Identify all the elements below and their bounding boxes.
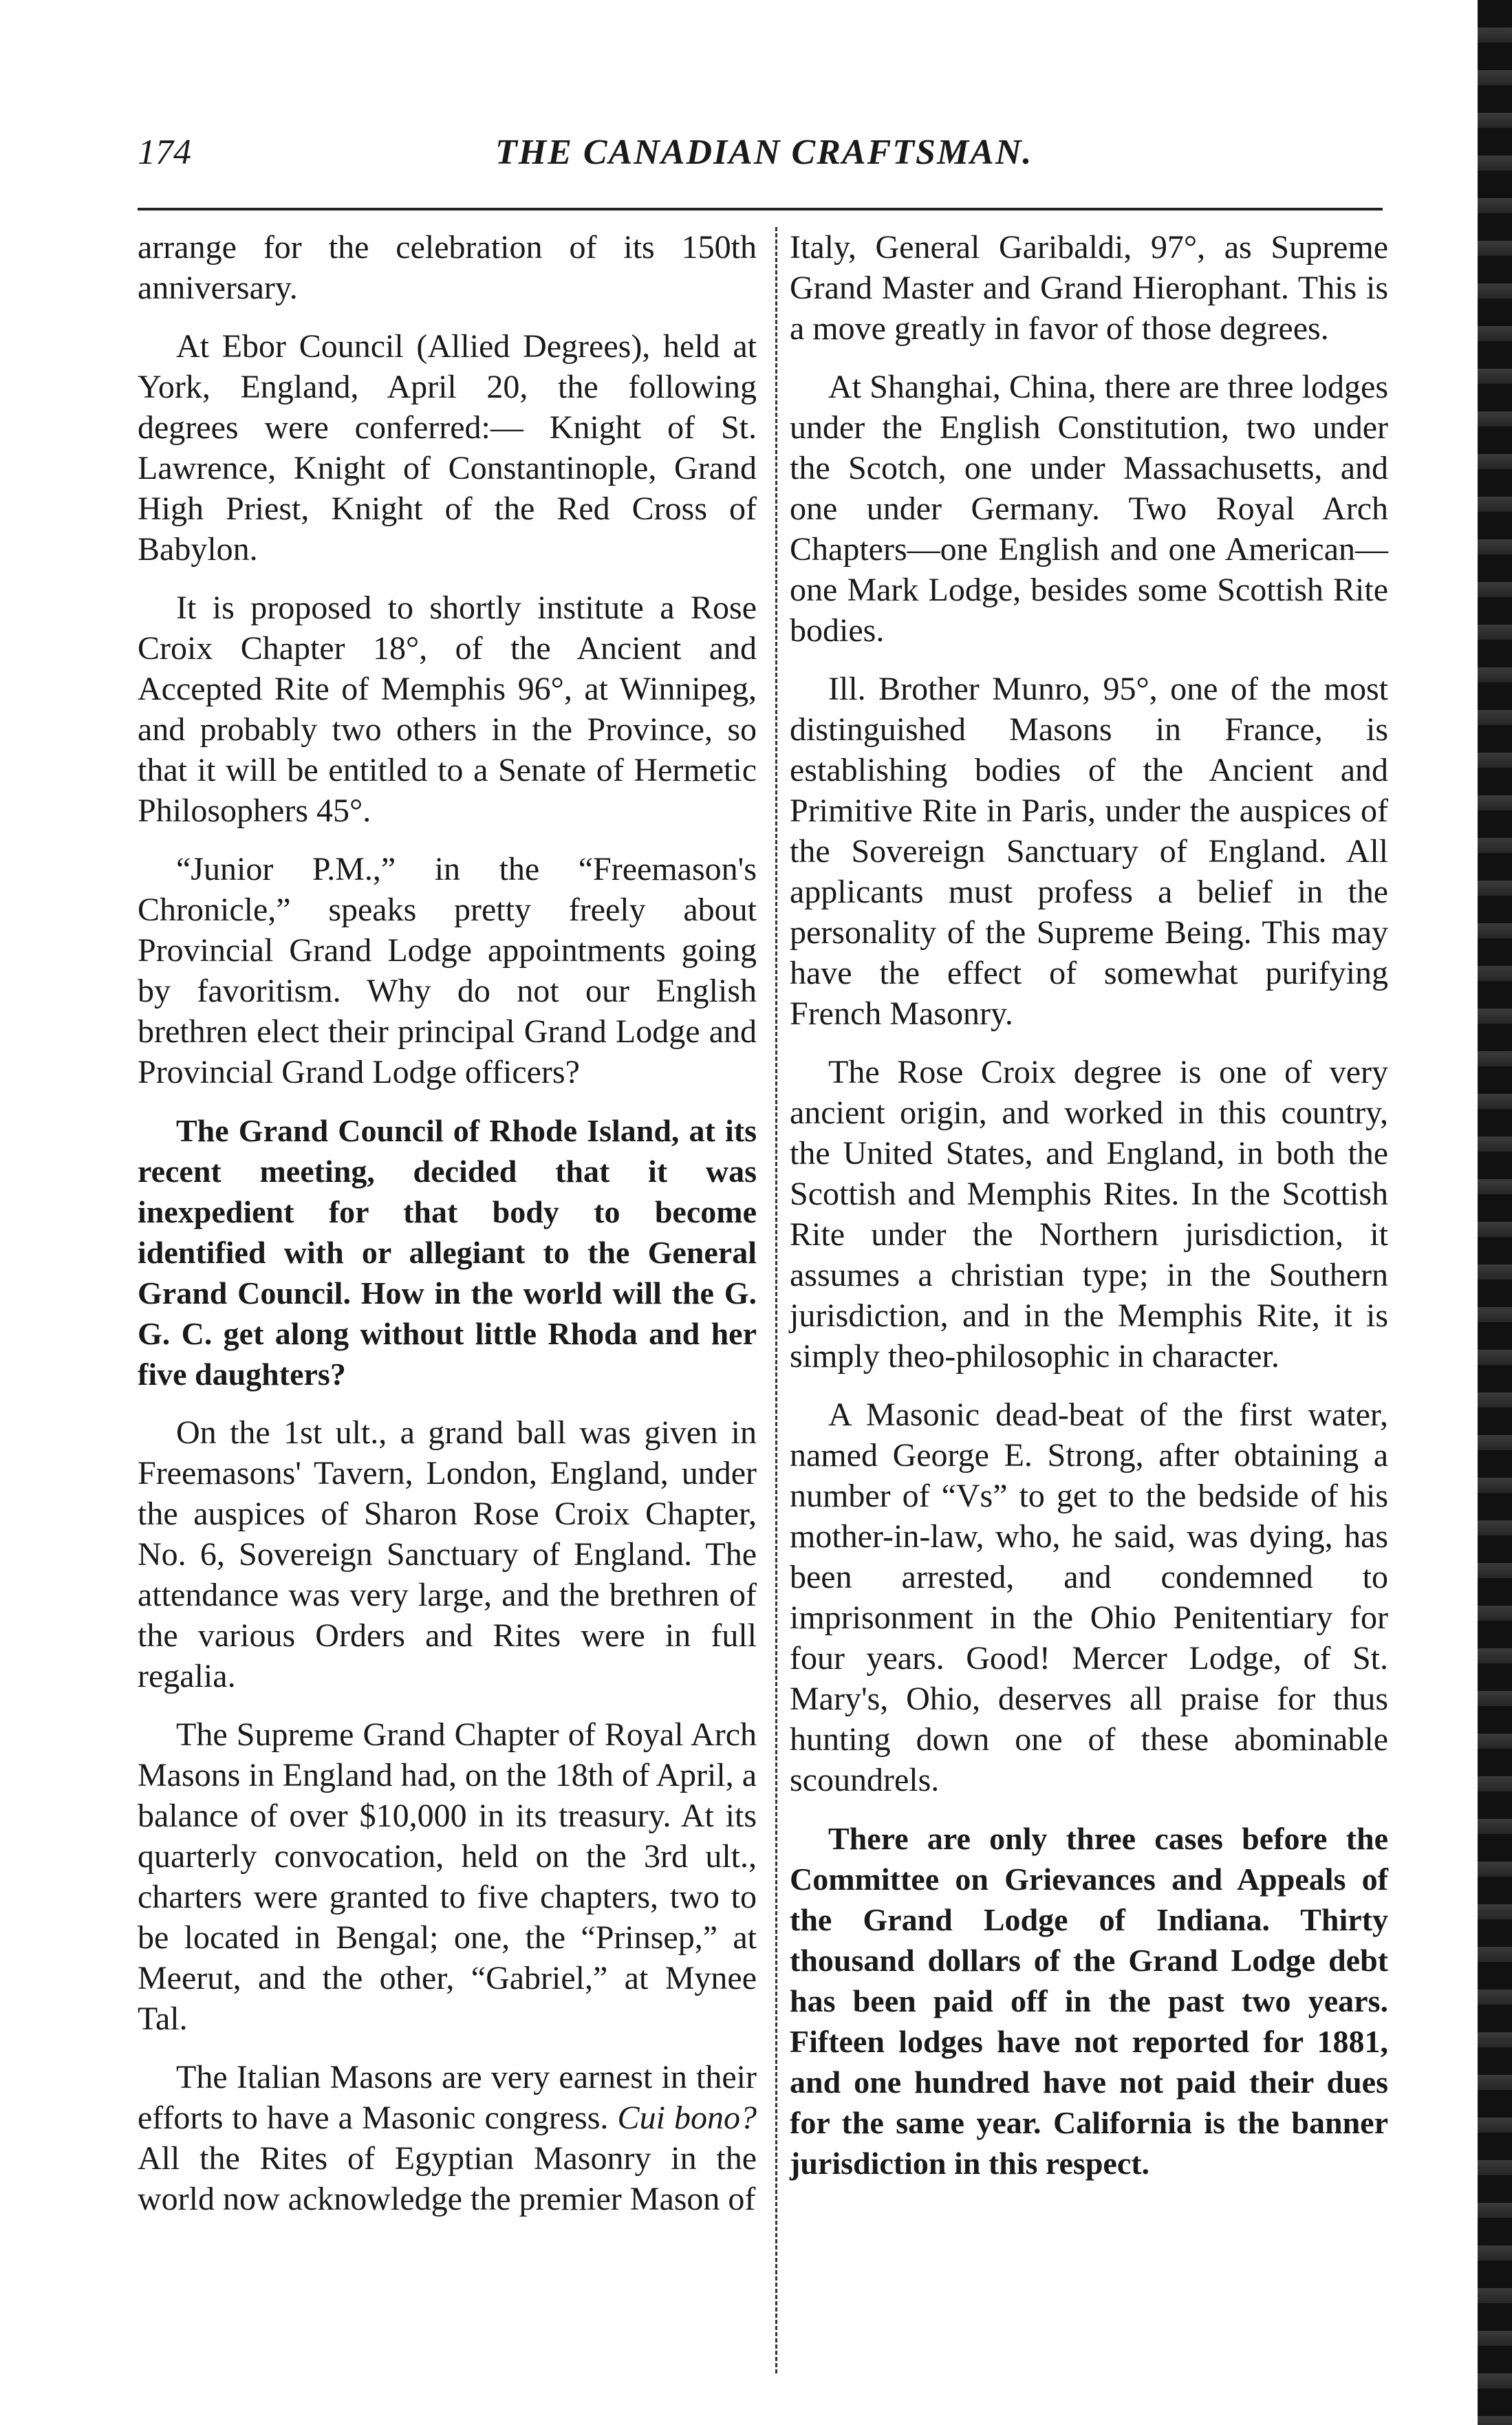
paragraph-dead-beat: A Masonic dead-beat of the first water, named George E. Strong, after obtaining a number of “Vs” to get to the bedside of his mother-in-law, who, he said, was dying, has been arrested, and condemned to imprisonment in the Ohio Penitentiary for four years. Good! Mercer Lodge, of St. Mary's, Ohio, deserves all praise for thus hunting down one of these abominable scoundrels. bbox=[790, 1397, 1388, 1798]
paragraph-garibaldi: Italy, General Garibaldi, 97°, as Supreme Grand Master and Grand Hierophant. This is a move greatly in favor of those degrees. bbox=[790, 229, 1388, 347]
column-divider bbox=[775, 227, 777, 2373]
paragraph-rhode-island: The Grand Council of Rhode Island, at its recent meeting, decided that it was inexpedient for that body to become identified with or allegiant to the General Grand Council. How in the world will the G. G. C. get along without little Rhoda and her five daughters? bbox=[138, 1113, 757, 1392]
italian-text-before: The Italian Masons are very earnest in their efforts to have a Masonic congress. bbox=[138, 2059, 757, 2136]
right-column bbox=[790, 227, 1388, 2184]
page-number: 174 bbox=[138, 133, 191, 172]
paragraph-ebor-council: At Ebor Council (Allied Degrees), held at York, England, April 20, the following degrees were conferred:— Knight of St. Lawrence, Knight of Constantinople, Grand High Priest, Knight of the Red Cross of Babylon. bbox=[138, 328, 757, 568]
left-column bbox=[138, 227, 757, 2219]
running-title: THE CANADIAN CRAFTSMAN. bbox=[495, 133, 1033, 172]
header-rule bbox=[138, 208, 1383, 211]
paragraph-rose-croix-degree: The Rose Croix degree is one of very ancient origin, and worked in this country, the United States, and England, in both the Scottish and Memphis Rites. In the Scottish Rite under the Northern jurisdiction, it assumes a christian type; in the Southern jurisdiction, and in the Memphis Rite, it is simply theo-philosophic in character. bbox=[790, 1054, 1388, 1375]
italian-latin-phrase: Cui bono? bbox=[617, 2100, 757, 2136]
paragraph-supreme-grand-chapter: The Supreme Grand Chapter of Royal Arch Masons in England had, on the 18th of April, a balance of over $10,000 in its treasury. At its quarterly convocation, held on the 3rd ult., charters were granted to five chapters, two to be located in Bengal; one, the “Prinsep,” at Meerut, and the other, “Gabriel,” at Mynee Tal. bbox=[138, 1716, 757, 2037]
paragraph-anniversary: arrange for the celebration of its 150th anniversary. bbox=[138, 229, 757, 306]
paragraph-rose-croix-winnipeg: It is proposed to shortly institute a Rose Croix Chapter 18°, of the Ancient and Accepted Rite of Memphis 96°, at Winnipeg, and probably two others in the Province, so that it will be entitled to a Senate of Hermetic Philosophers 45°. bbox=[138, 590, 757, 829]
paragraph-shanghai: At Shanghai, China, there are three lodges under the English Constitution, two under the Scotch, one under Massachusetts, and one under Germany. Two Royal Arch Chapters—one English and one American—one Mark Lodge, besides some Scottish Rite bodies. bbox=[790, 369, 1388, 649]
paragraph-indiana: There are only three cases before the Committee on Grievances and Appeals of the Grand Lodge of Indiana. Thirty thousand dollars of the Grand Lodge debt has been paid off in the past two years. Fifteen lodges have not reported for 1881, and one hundred have not paid their dues for the same year. California is the banner jurisdiction in this respect. bbox=[790, 1821, 1388, 2181]
italian-text-after: All the Rites of Egyptian Masonry in the world now acknowledge the premier Mason of bbox=[138, 2140, 757, 2217]
paragraph-grand-ball: On the 1st ult., a grand ball was given in Freemasons' Tavern, London, England, under the auspices of Sharon Rose Croix Chapter, No. 6, Sovereign Sanctuary of England. The attendance was very large, and the brethren of the various Orders and Rites were in full regalia. bbox=[138, 1414, 757, 1694]
paragraph-brother-munro: Ill. Brother Munro, 95°, one of the most distinguished Masons in France, is establishing bodies of the Ancient and Primitive Rite in Paris, under the auspices of the Sovereign Sanctuary of England. All applicants must profess a belief in the personality of the Supreme Being. This may have the effect of somewhat purifying French Masonry. bbox=[790, 671, 1388, 1032]
paragraph-junior-pm: “Junior P.M.,” in the “Freemason's Chronicle,” speaks pretty freely about Provincial Grand Lodge appointments going by favoritism. Why do not our English brethren elect their principal Grand Lodge and Provincial Grand Lodge officers? bbox=[138, 851, 757, 1090]
page-edge-strip bbox=[1478, 0, 1512, 2425]
paragraph-italian-masons bbox=[138, 2057, 757, 2219]
